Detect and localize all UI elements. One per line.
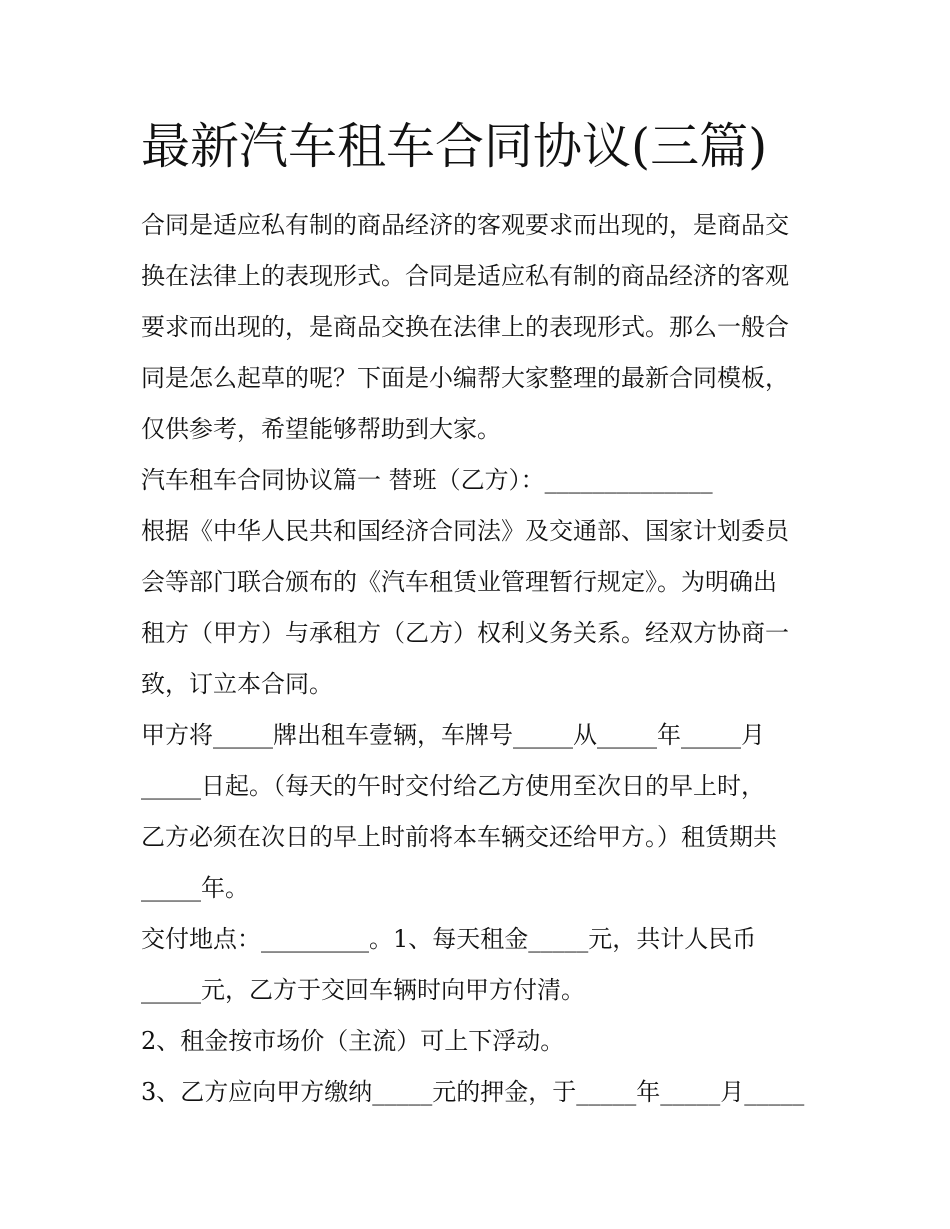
body-line: 租方（甲方）与承租方（乙方）权利义务关系。经双方协商一 — [141, 619, 789, 647]
body-line: _____日起。（每天的午时交付给乙方使用至次日的早上时， — [141, 772, 765, 800]
body-line: 仅供参考，希望能够帮助到大家。 — [141, 415, 501, 443]
body-line: _____年。 — [141, 874, 249, 902]
section-heading-line: 汽车租车合同协议篇一 替班（乙方）：______________ — [141, 466, 713, 494]
body-line: 致，订立本合同。 — [141, 670, 333, 698]
body-line: 同是怎么起草的呢？下面是小编帮大家整理的最新合同模板， — [141, 364, 789, 392]
document-body — [141, 200, 813, 1118]
document-title: 最新汽车租车合同协议(三篇) — [141, 118, 768, 175]
body-line: _____元，乙方于交回车辆时向甲方付清。 — [141, 976, 585, 1004]
body-line: 甲方将_____牌出租车壹辆，车牌号_____从_____年_____月 — [141, 721, 765, 749]
body-line: 会等部门联合颁布的《汽车租赁业管理暂行规定》。为明确出 — [141, 568, 777, 596]
body-line: 根据《中华人民共和国经济合同法》及交通部、国家计划委员 — [141, 517, 789, 545]
body-line: 合同是适应私有制的商品经济的客观要求而出现的，是商品交 — [141, 211, 789, 239]
body-line: 乙方必须在次日的早上时前将本车辆交还给甲方。）租赁期共 — [141, 823, 777, 851]
body-line: 要求而出现的，是商品交换在法律上的表现形式。那么一般合 — [141, 313, 789, 341]
body-line: 交付地点：_________。1、每天租金_____元，共计人民币 — [141, 925, 757, 953]
body-line: 2、租金按市场价（主流）可上下浮动。 — [141, 1027, 565, 1055]
body-line: 3、乙方应向甲方缴纳_____元的押金，于_____年_____月_____ — [141, 1078, 805, 1106]
body-line: 换在法律上的表现形式。合同是适应私有制的商品经济的客观 — [141, 262, 789, 290]
